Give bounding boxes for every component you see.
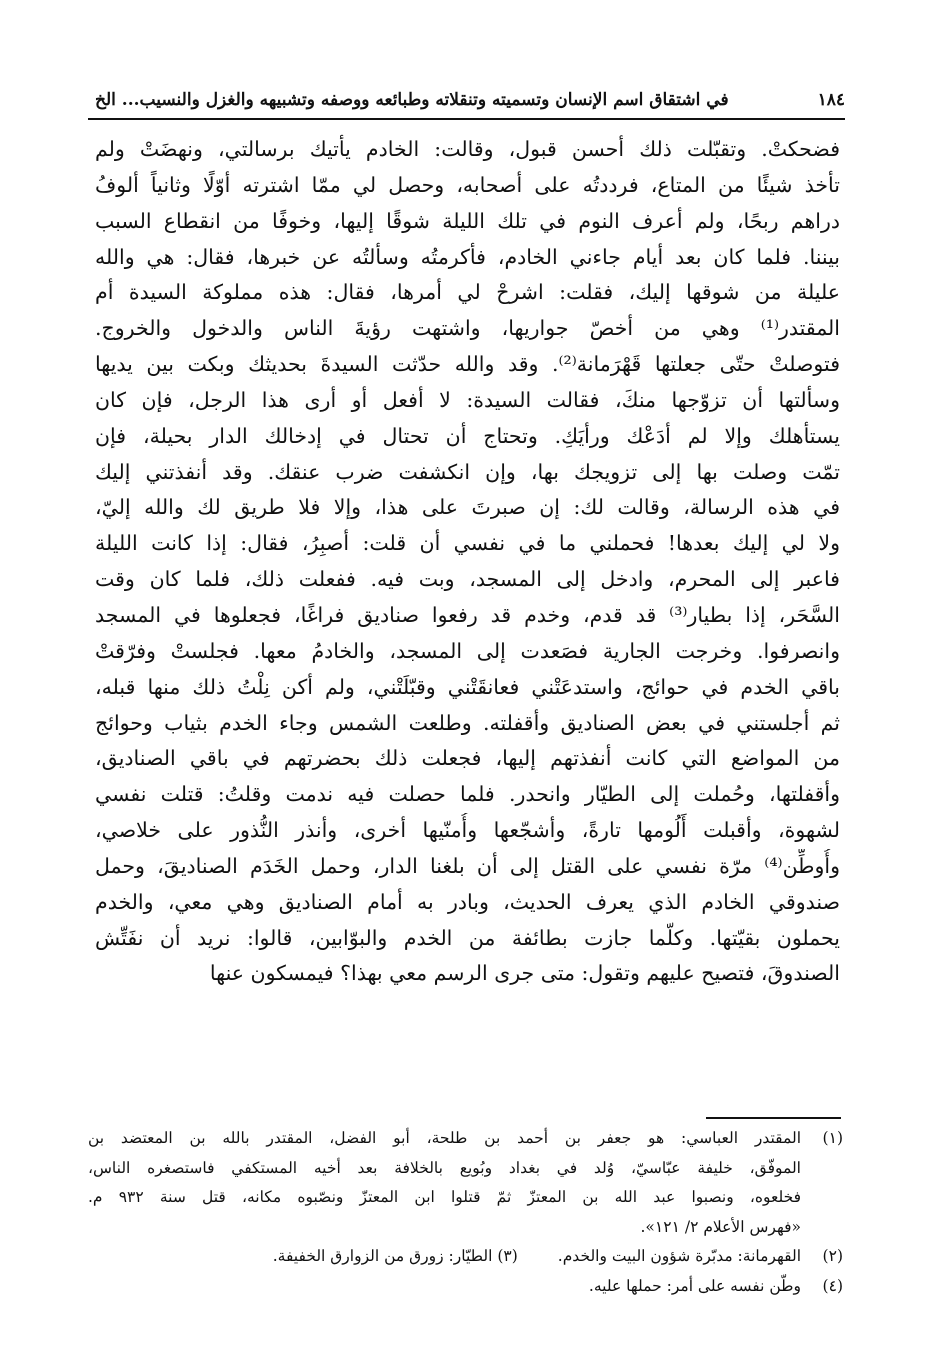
footnote-2-3 bbox=[88, 1242, 843, 1272]
text-line: صندوقي الخادم الذي يعرف الحديث، وبادر به أمام الصناديق وهي معي، والخدم bbox=[95, 889, 840, 914]
text-line: فاعبر إلى المحرم، وادخل إلى المسجد، وبت فيه. ففعلت ذلك، فلما كان وقت bbox=[95, 567, 840, 592]
footnote-text: «فهرس الأعلام ٢/ ١٢١». bbox=[640, 1217, 801, 1236]
footnote-number: (٤) bbox=[822, 1276, 843, 1295]
text-line: باقي الخدم في حوائج، واستدعَتْني فعانقَتْني وقبّلَتْني، ولم أكن نِلْتُ ذلك منها قبله، bbox=[95, 674, 840, 699]
text-line: من المواضع التي كانت أنفذتهم إليها، فجعلت ذلك بحضرتهم في باقي الصناديق، bbox=[95, 746, 840, 771]
text-line: ثم أجلستني في بعض الصناديق وأقفلته. وطلعت الشمس وجاء الخدم بثياب وحوائج bbox=[95, 710, 840, 735]
footnotes bbox=[88, 1124, 843, 1301]
text-line: وأُوطِّن⁽⁴⁾ مرّة نفسي على القتل إلى أن بلغنا الدار، وحمل الخَدَم الصناديقَ، وحمل bbox=[95, 853, 840, 878]
footnote-1-continued bbox=[88, 1213, 843, 1243]
footnote-number: (٢) bbox=[822, 1247, 843, 1265]
footnote-1 bbox=[88, 1124, 843, 1154]
footnote-4 bbox=[88, 1272, 843, 1302]
text-line: لشهوة، وأقبلت أَلُومها تارةً، وأشجّعها وأُمنّيها أخرى، وأنذر النُّذور على خلاصي، bbox=[95, 818, 840, 843]
text-line: عليلة من شوقها إليك، فقلت: اشرحْ لي أمرها، فقال: هذه مملوكة السيدة أم bbox=[95, 280, 840, 305]
footnote-text: المقتدر العباسي: هو جعفر بن أحمد بن طلحة، أبو الفضل، المقتدر بالله بن المعتضد بن bbox=[88, 1129, 801, 1147]
footnote-text: الموفّق، خليفة عبّاسيّ، وُلد في بغداد وبُويع بالخلافة بعد أخيه المستكفي فاستصغره الناس، bbox=[88, 1158, 801, 1177]
text-line: تأخذ شيئًا من المتاع، فرددتُه على أصحابه، وحصل لي ممّا اشترته أوّلًا وثانياً ألوفُ bbox=[95, 172, 840, 197]
text-line: تمّت وصلت بها إلى تزويجك بها، وإن انكشفت ضرب عنقك. وقد أنفذتني إليك bbox=[95, 459, 840, 484]
text-line: الصندوقَ، فتصيح عليهم وتقول: متى جرى الرسم معي بهذا؟ فيمسكون عنها bbox=[209, 961, 840, 986]
footnote-rule bbox=[706, 1117, 841, 1119]
text-line: السَّحَر، إذا بطيار⁽³⁾ قد قدم، وخدم قد رفعوا صناديق فراغًا، فجعلوها في المسجد bbox=[95, 602, 840, 627]
footnote-3-text: الطيّار: زورق من الزوارق الخفيفة. bbox=[272, 1247, 493, 1265]
text-line: المقتدر⁽¹⁾ وهي من أخصّ جواريها، واشتهت رؤيةَ الناس والدخول والخروج. bbox=[95, 316, 840, 341]
text-line: ولا لي إليك بعدها! فحملني ما في نفسي أن قلت: أصبِرُ، فقال: إذا كانت الليلة bbox=[95, 531, 840, 556]
text-line: وانصرفوا. وخرجت الجارية فصَعدت إلى المسجد، والخادمُ معها. فجلستْ وفرّقتْ bbox=[95, 638, 840, 663]
footnote-number: (١) bbox=[822, 1129, 843, 1147]
body-text bbox=[95, 132, 840, 992]
footnote-3-number: (٣) bbox=[497, 1247, 518, 1265]
running-title: في اشتقاق اسم الإنسان وتسميته وتنقلاته وطبائعه ووصفه وتشبيهه والغزل والنسيب... الخ bbox=[95, 90, 729, 110]
footnote-text: وطّن نفسه على أمر: حملها عليه. bbox=[588, 1276, 801, 1295]
text-line: في هذه الرسالة، وقالت لك: إن صبرتَ على هذا، وإلا فلا طريق لك والله إليّ، bbox=[95, 495, 840, 520]
text-line: يستأهلك وإلا لم أدَعْك ورأيَكِ. وتحتاج أن تحتال في إدخالك الدار بحيلة، فإن bbox=[95, 423, 840, 448]
footnote-1-continued bbox=[88, 1154, 843, 1184]
text-line: بيننا. فلما كان بعد أيام جاءني الخادم، فأكرمتُه وسألتُه عن خبرها، فقال: هي والله bbox=[95, 244, 840, 269]
header-rule bbox=[88, 118, 845, 120]
footnote-text: فخلعوه، ونصبوا عبد الله بن المعتزّ ثمّ قتلوا ابن المعتزّ ونصّبوه مكانه، قتل سنة ٩٣٢ م. bbox=[88, 1188, 801, 1206]
text-line: فضحكتْ. وتقبّلت ذلك أحسن قبول، وقالت: الخادم يأتيك برسالتي، ونهضَتْ ولم bbox=[95, 137, 840, 161]
text-line: وسألتها أن تزوّجها منكَ، فقالت السيدة: لا أفعل أو أرى هذا الرجل، فإن كان bbox=[95, 387, 840, 412]
text-line: وأقفلتها، وحُملت إلى الطيّار وانحدر. فلما حصلت فيه ندمت وقلتُ: قتلت نفسي bbox=[95, 782, 840, 807]
page-number: ١٨٤ bbox=[817, 90, 845, 110]
footnote-2-text: القهرمانة: مدبّرة شؤون البيت والخدم. bbox=[557, 1247, 801, 1265]
page-header bbox=[95, 86, 845, 114]
text-line: يحملون بقيّتها. وكلّما جازت بطائفة من الخدم والبوّابين، قالوا: نريد أن نفَتِّش bbox=[95, 925, 840, 950]
footnote-1-continued bbox=[88, 1183, 843, 1213]
text-line: دراهم ربحًا، ولم أعرف النوم في تلك الليلة شوقًا إليها، وخوفًا من انقطاع السبب bbox=[95, 208, 840, 233]
text-line: فتوصلتْ حتّى جعلتها قَهْرَمانة⁽²⁾. وقد والله حدّثت السيدةَ بحديثك وبكت بين يديها bbox=[95, 352, 840, 377]
